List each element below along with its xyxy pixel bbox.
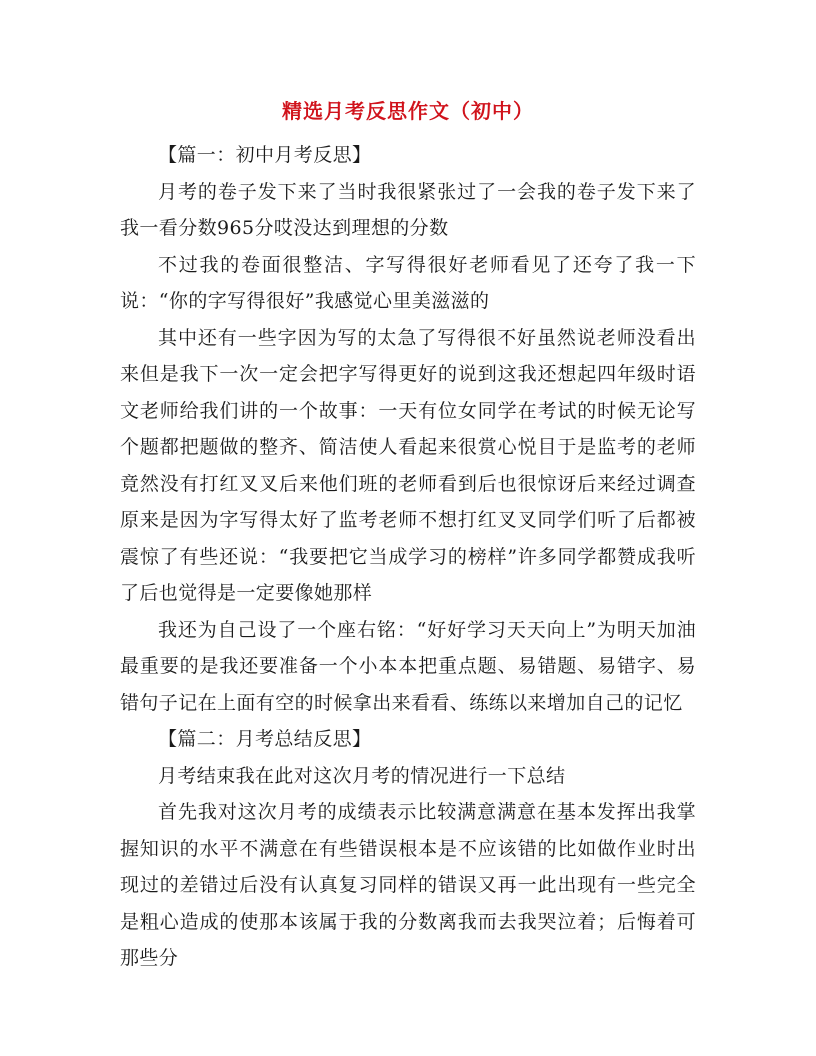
paragraph: 首先我对这次月考的成绩表示比较满意满意在基本发挥出我掌握知识的水平不满意在有些错误根本是不应该错的比如做作业时出现过的差错过后没有认真复习同样的错误又再一此出现有一些完全是粗心造成的使那本该属于我的分数离我而去我哭泣着；后悔着可那些分: [120, 801, 696, 969]
section-1-heading: 【篇一：初中月考反思】: [158, 144, 372, 166]
document-body: [120, 137, 696, 977]
paragraph: 我还为自己设了一个座右铭：“好好学习天天向上”为明天加油最重要的是我还要准备一个小本本把重点题、易错题、易错字、易错句子记在上面有空的时候拿出来看看、练练以来增加自己的记忆: [120, 618, 696, 714]
paragraph: 月考结束我在此对这次月考的情况进行一下总结: [158, 764, 566, 787]
paragraph: 月考的卷子发下来了当时我很紧张过了一会我的卷子发下来了我一看分数965分哎没达到理想的分数: [120, 180, 696, 239]
paragraph: 不过我的卷面很整洁、字写得很好老师看见了还夸了我一下说：“你的字写得很好”我感觉心里美滋滋的: [120, 253, 696, 312]
document-title: 精选月考反思作文（初中）: [282, 99, 534, 123]
paragraph: 其中还有一些字因为写的太急了写得很不好虽然说老师没看出来但是我下一次一定会把字写得更好的说到这我还想起四年级时语文老师给我们讲的一个故事：一天有位女同学在考试的时候无论写个题都把题做的整齐、简洁使人看起来很赏心悦目于是监考的老师竟然没有打红叉叉后来他们班的老师看到后也很惊讶后来经过调查原来是因为字写得太好了监考老师不想打红叉叉同学们听了后都被震惊了有些还说：“我要把它当成学习的榜样”许多同学都赞成我听了后也觉得是一定要像她那样: [120, 326, 696, 604]
section-2-heading: 【篇二：月考总结反思】: [158, 728, 372, 750]
